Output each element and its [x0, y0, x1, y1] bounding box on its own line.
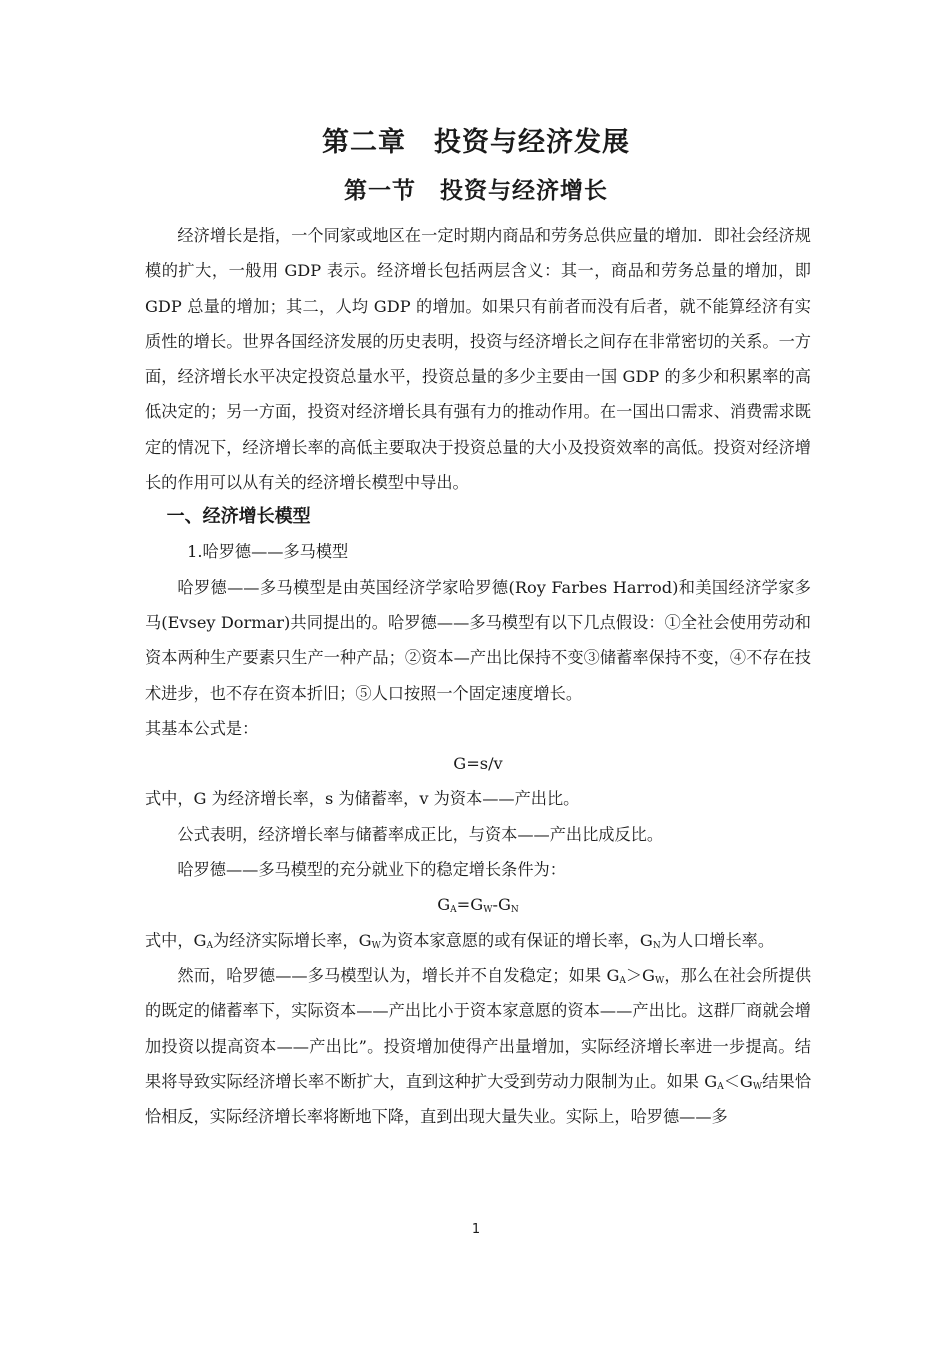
heading-growth-models: 一、经济增长模型	[166, 506, 311, 528]
formula-explanation: 式中，G 为经济增长率，s 为储蓄率，v 为资本——产出比。	[145, 789, 580, 809]
intro-paragraph: 经济增长是指，一个同家或地区在一定时期内商品和劳务总供应量的增加．即社会经济规模的扩大，一般用 GDP 表示。经济增长包括两层含义：其一，商品和劳务总量的增加，即 GDP 总量的增加；其二，人均 GDP 的增加。如果只有前者而没有后者，就不能算经济有实质性的增长。世界各国经济发展的历史表明，投资与经济增长之间存在非常密切的关系。一方面，经济增长水平决定投资总量水平，投资总量的多少主要由一国 GDP 的多少和积累率的高低决定的；另一方面，投资对经济增长具有强有力的推动作用。在一国出口需求、消费需求既定的情况下，经济增长率的高低主要取决于投资总量的大小及投资效率的高低。投资对经济增长的作用可以从有关的经济增长模型中导出。	[145, 226, 811, 493]
formula-basic: G=s/v	[453, 754, 503, 774]
formula-meaning: 公式表明，经济增长率与储蓄率成正比，与资本——产出比成反比。	[177, 824, 664, 844]
formula-stable-growth: $G_A=G_W-G_N$	[437, 895, 519, 916]
document-body	[145, 218, 811, 1134]
model-paragraph: 哈罗德——多马模型是由英国经济学家哈罗德(Roy Farbes Harrod)和美国经济学家多马(Evsey Dormar)共同提出的。哈罗德——多马模型有以下几点假设：①全社会使用劳动和资本两种生产要素只生产一种产品；②资本—产出比保持不变③储蓄率保持不变，④不存在技术进步，也不存在资本折旧；⑤人口按照一个固定速度增长。	[145, 577, 811, 703]
instability-paragraph: 然而，哈罗德——多马模型认为，增长并不自发稳定；如果 $G_A>G_W$，那么在社会所提供的既定的储蓄率下，实际资本——产出比小于资本家意愿的资本——产出比。这群厂商就会增加投资以提高资本——产出比”。投资增加使得产出量增加，实际经济增长率进一步提高。结果将导致实际经济增长率不断扩大，直到这种扩大受到劳动力限制为止。如果 $G_A<G_W$结果恰恰相反，实际经济增长率将断地下降，直到出现大量失业。实际上，哈罗德——多	[145, 965, 812, 1127]
section-title: 第一节 投资与经济增长	[344, 177, 608, 204]
stable-growth-intro: 哈罗德——多马模型的充分就业下的稳定增长条件为：	[177, 860, 566, 880]
chapter-title: 第二章 投资与经济发展	[322, 127, 630, 158]
subheading-harrod-domar: 1.哈罗德——多马模型	[187, 542, 349, 562]
stable-growth-explanation: 式中，$G_A$为经济实际增长率，$G_W$为资本家意愿的或有保证的增长率，$G_N$为人口增长率。	[145, 930, 775, 951]
page-number: 1	[471, 1222, 481, 1237]
formula-intro: 其基本公式是：	[145, 718, 259, 738]
